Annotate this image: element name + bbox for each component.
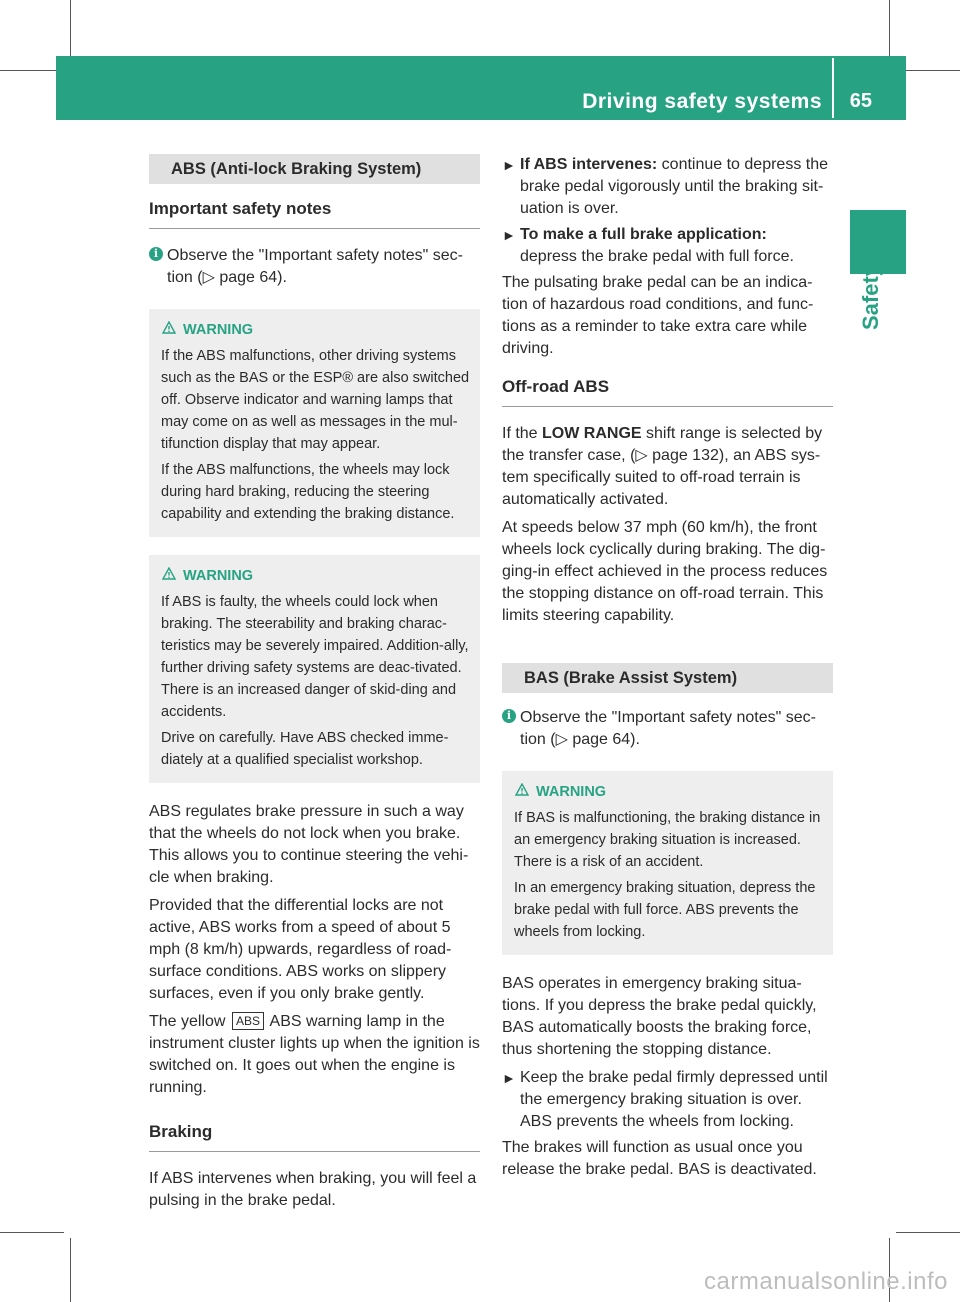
step-bold: If ABS intervenes: — [520, 156, 658, 173]
info-icon: i — [149, 247, 163, 261]
body-paragraph: If ABS intervenes when braking, you will feel a pulsing in the brake pedal. — [149, 1170, 477, 1209]
body-paragraph — [502, 423, 833, 511]
body-paragraph: Provided that the differential locks are not active, ABS works from a speed of about 5 mph (8 km/h) upwards, regardless of road-surface conditions. ABS works on slippery surfaces, even if you only brake gently. — [149, 897, 452, 1002]
crop-mark — [0, 1232, 64, 1233]
warning-triangle-icon — [161, 565, 177, 587]
info-note — [149, 245, 480, 289]
subheading-important-safety-notes: Important safety notes — [149, 198, 480, 229]
inline-text: shift range is selected by the transfer case, (▷ page 132), an ABS sys-tem specifically suited to off-road terrain is automatically activated. — [502, 425, 823, 508]
warning-box — [149, 309, 480, 537]
subheading-off-road-abs: Off-road ABS — [502, 376, 833, 407]
body-paragraph: ABS regulates brake pressure in such a way that the wheels do not lock when you brake. This allows you to continue steering the vehi-cle when braking. — [149, 803, 469, 886]
warning-text: If BAS is malfunctioning, the braking distance in an emergency braking situation is increased. There is a risk of an accident. — [514, 810, 821, 870]
spacer — [502, 366, 833, 376]
left-column — [149, 154, 480, 1218]
step-bold: To make a full brake application: — [520, 226, 767, 243]
warning-label: WARNING — [183, 568, 254, 584]
instruction-step — [502, 224, 833, 268]
instruction-step — [502, 154, 833, 220]
warning-heading — [514, 781, 825, 803]
inline-bold: LOW RANGE — [542, 425, 642, 442]
body-paragraph: The pulsating brake pedal can be an indica-tion of hazardous road conditions, and func-tions as a reminder to take extra care while driving. — [502, 274, 814, 357]
crop-mark — [896, 1232, 960, 1233]
body-paragraph: The brakes will function as usual once you release the brake pedal. BAS is deactivated. — [502, 1139, 817, 1178]
info-note — [502, 707, 833, 751]
warning-triangle-icon — [514, 781, 530, 803]
section-title-bas: BAS (Brake Assist System) — [502, 663, 833, 693]
spacer — [502, 633, 833, 663]
abs-warning-lamp-icon: ABS — [232, 1012, 264, 1030]
subheading-braking: Braking — [149, 1121, 480, 1152]
crop-mark — [0, 70, 64, 71]
inline-text: ABS warning lamp in the instrument cluster lights up when the ignition is switched on. It goes out when the engine is running. — [149, 1013, 480, 1096]
warning-text: If the ABS malfunctions, the wheels may lock during hard braking, reducing the steering capability and extending the braking distance. — [161, 462, 455, 522]
info-text: Observe the "Important safety notes" sec-tion (▷ page 64). — [520, 709, 816, 748]
page-number: 65 — [849, 90, 872, 112]
warning-label: WARNING — [183, 322, 254, 338]
step-arrow-icon: ► — [502, 157, 516, 173]
page-header — [56, 56, 906, 120]
step-text: continue to depress the brake pedal vigorously until the braking sit-uation is over. — [520, 156, 829, 217]
warning-label: WARNING — [536, 784, 607, 800]
body-paragraph: BAS operates in emergency braking situa-tions. If you depress the brake pedal quickly, BAS automatically boosts the braking force, thus shortening the stopping distance. — [502, 975, 817, 1058]
body-paragraph — [149, 1011, 480, 1099]
step-arrow-icon: ► — [502, 227, 516, 243]
warning-text: If the ABS malfunctions, other driving systems such as the BAS or the ESP® are also switched off. Observe indicator and warning lamps that may come on as well as messages in the mul-tifunction display that may appear. — [161, 348, 470, 452]
warning-triangle-icon — [161, 319, 177, 341]
warning-text: In an emergency braking situation, depress the brake pedal with full force. ABS prevents the wheels from locking. — [514, 880, 816, 940]
instruction-step — [502, 1067, 833, 1133]
right-column — [502, 154, 833, 1187]
step-text: Keep the brake pedal firmly depressed until the emergency braking situation is over. ABS prevents the wheels from locking. — [520, 1069, 828, 1130]
step-arrow-icon: ► — [502, 1070, 516, 1086]
warning-box — [502, 771, 833, 955]
crop-mark — [889, 0, 890, 64]
body-paragraph: At speeds below 37 mph (60 km/h), the front wheels lock cyclically during braking. The dig-ging-in effect achieved in the process reduces the stopping distance on off-road terrain. This limits steering capability. — [502, 519, 828, 624]
inline-text: If the — [502, 425, 538, 442]
warning-text: Drive on carefully. Have ABS checked imme-diately at a qualified specialist workshop. — [161, 730, 449, 768]
warning-heading — [161, 565, 472, 587]
header-divider — [832, 58, 834, 118]
info-text: Observe the "Important safety notes" sec-tion (▷ page 64). — [167, 247, 463, 286]
header-title: Driving safety systems — [582, 90, 822, 113]
info-icon: i — [502, 709, 516, 723]
crop-mark — [70, 1238, 71, 1302]
warning-heading — [161, 319, 472, 341]
crop-mark — [70, 0, 71, 64]
section-title-abs: ABS (Anti-lock Braking System) — [149, 154, 480, 184]
chapter-label: Safety — [858, 263, 883, 330]
watermark: carmanualsonline.info — [704, 1268, 948, 1295]
warning-box — [149, 555, 480, 783]
inline-text: The yellow — [149, 1013, 226, 1030]
warning-text: If ABS is faulty, the wheels could lock when braking. The steerability and braking charac-teristics may be severely impaired. Addition-ally, further driving safety systems are deac-tivated. There is an increased danger of skid-ding and accidents. — [161, 594, 469, 720]
step-text: depress the brake pedal with full force. — [520, 248, 794, 265]
spacer — [149, 1105, 480, 1121]
